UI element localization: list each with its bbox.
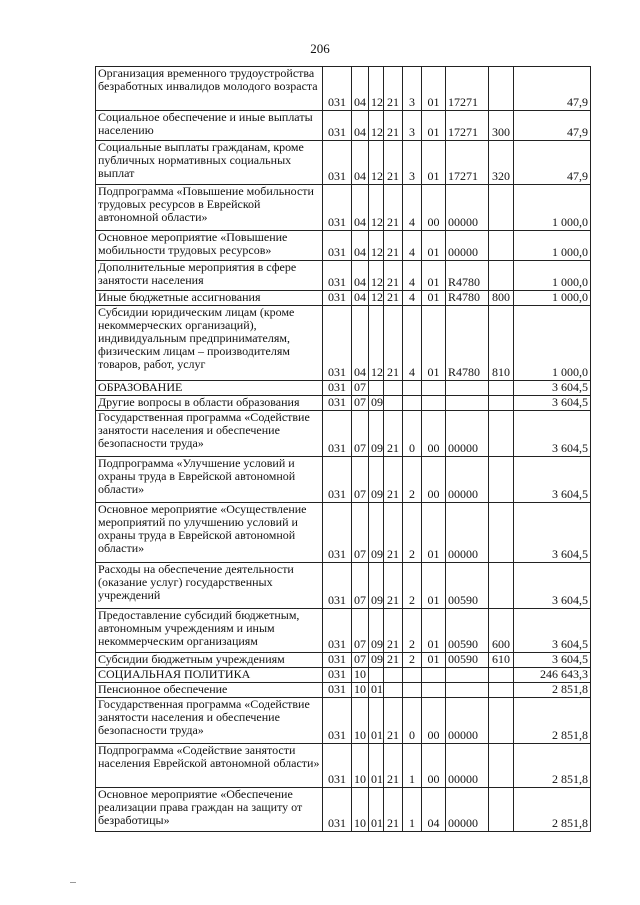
cell-event-code: 00 [422, 185, 446, 231]
cell-ministry-code: 031 [323, 683, 352, 698]
page-number: 206 [310, 41, 330, 56]
cell-ministry-code: 031 [323, 503, 352, 563]
cell-subsection-code: 12 [369, 231, 384, 261]
cell-amount: 3 604,5 [514, 457, 591, 503]
cell-program-code: 21 [384, 744, 403, 788]
cell-subprogram-code: 2 [403, 609, 422, 653]
cell-subsection-code: 09 [369, 411, 384, 457]
cell-event-code: 01 [422, 653, 446, 668]
table-row [96, 609, 591, 653]
cell-amount: 47,9 [514, 141, 591, 185]
cell-ministry-code: 031 [323, 788, 352, 832]
cell-amount: 3 604,5 [514, 503, 591, 563]
cell-subprogram-code [403, 396, 422, 411]
cell-amount: 2 851,8 [514, 683, 591, 698]
cell-event-code [422, 683, 446, 698]
table-row [96, 411, 591, 457]
cell-section-code: 04 [352, 111, 369, 141]
cell-program-code: 21 [384, 411, 403, 457]
cell-program-code [384, 668, 403, 683]
cell-subsection-code: 01 [369, 698, 384, 744]
cell-name: Дополнительные мероприятия в сфере занятости населения [96, 261, 323, 291]
table-body [96, 67, 591, 832]
cell-subprogram-code: 4 [403, 231, 422, 261]
cell-section-code: 07 [352, 503, 369, 563]
cell-name: Иные бюджетные ассигнования [96, 291, 323, 306]
cell-expense-type-code [489, 261, 514, 291]
cell-ministry-code: 031 [323, 698, 352, 744]
cell-subprogram-code [403, 668, 422, 683]
cell-direction-code: 17271 [446, 67, 489, 111]
cell-amount: 3 604,5 [514, 653, 591, 668]
cell-section-code: 07 [352, 609, 369, 653]
cell-direction-code: 00000 [446, 788, 489, 832]
cell-direction-code: 00590 [446, 609, 489, 653]
cell-program-code: 21 [384, 111, 403, 141]
cell-amount: 47,9 [514, 111, 591, 141]
cell-expense-type-code [489, 503, 514, 563]
cell-name: Основное мероприятие «Повышение мобильности трудовых ресурсов» [96, 231, 323, 261]
cell-section-code: 10 [352, 744, 369, 788]
cell-section-code: 04 [352, 141, 369, 185]
cell-name: Субсидии бюджетным учреждениям [96, 653, 323, 668]
cell-program-code: 21 [384, 698, 403, 744]
cell-expense-type-code [489, 668, 514, 683]
cell-amount: 1 000,0 [514, 261, 591, 291]
cell-subprogram-code: 4 [403, 261, 422, 291]
cell-ministry-code: 031 [323, 231, 352, 261]
cell-section-code: 10 [352, 668, 369, 683]
table-row [96, 291, 591, 306]
cell-name: Организация временного трудоустройства безработных инвалидов молодого возраста [96, 67, 323, 111]
cell-direction-code: 00000 [446, 744, 489, 788]
cell-subprogram-code: 2 [403, 503, 422, 563]
cell-event-code: 01 [422, 67, 446, 111]
cell-direction-code: 00590 [446, 653, 489, 668]
cell-subprogram-code [403, 381, 422, 396]
table-row [96, 261, 591, 291]
table-row [96, 457, 591, 503]
cell-name: Субсидии юридическим лицам (кроме некоммерческих организаций), индивидуальным предпринимателям, физическим лицам – производителям товаров, работ, услуг [96, 306, 323, 381]
cell-ministry-code: 031 [323, 291, 352, 306]
cell-program-code: 21 [384, 563, 403, 609]
cell-ministry-code: 031 [323, 668, 352, 683]
table-row [96, 788, 591, 832]
cell-section-code: 10 [352, 683, 369, 698]
table-row [96, 67, 591, 111]
cell-name: Социальное обеспечение и иные выплаты населению [96, 111, 323, 141]
cell-amount: 3 604,5 [514, 563, 591, 609]
cell-event-code: 01 [422, 261, 446, 291]
cell-amount: 246 643,3 [514, 668, 591, 683]
cell-amount: 2 851,8 [514, 698, 591, 744]
cell-program-code: 21 [384, 457, 403, 503]
cell-subsection-code: 12 [369, 291, 384, 306]
cell-subprogram-code: 1 [403, 744, 422, 788]
cell-program-code: 21 [384, 185, 403, 231]
cell-subsection-code: 01 [369, 683, 384, 698]
cell-subsection-code: 12 [369, 185, 384, 231]
cell-amount: 2 851,8 [514, 788, 591, 832]
cell-amount: 1 000,0 [514, 306, 591, 381]
cell-name: Государственная программа «Содействие занятости населения и обеспечение безопасности труда» [96, 411, 323, 457]
cell-amount: 1 000,0 [514, 231, 591, 261]
cell-direction-code [446, 683, 489, 698]
cell-subprogram-code: 4 [403, 306, 422, 381]
cell-expense-type-code [489, 381, 514, 396]
cell-expense-type-code: 600 [489, 609, 514, 653]
cell-direction-code: 00590 [446, 563, 489, 609]
cell-expense-type-code [489, 67, 514, 111]
table-row [96, 653, 591, 668]
cell-program-code [384, 381, 403, 396]
cell-section-code: 07 [352, 563, 369, 609]
cell-expense-type-code: 300 [489, 111, 514, 141]
cell-section-code: 07 [352, 457, 369, 503]
cell-direction-code: 00000 [446, 411, 489, 457]
cell-event-code: 01 [422, 291, 446, 306]
cell-ministry-code: 031 [323, 111, 352, 141]
cell-event-code: 01 [422, 563, 446, 609]
cell-expense-type-code [489, 563, 514, 609]
cell-subsection-code: 09 [369, 653, 384, 668]
table-row [96, 111, 591, 141]
cell-subprogram-code: 2 [403, 457, 422, 503]
cell-name: Основное мероприятие «Осуществление мероприятий по улучшению условий и охраны труда в Еврейской автономной области» [96, 503, 323, 563]
cell-section-code: 04 [352, 306, 369, 381]
cell-ministry-code: 031 [323, 744, 352, 788]
cell-ministry-code: 031 [323, 609, 352, 653]
cell-direction-code: 17271 [446, 141, 489, 185]
cell-direction-code [446, 396, 489, 411]
cell-direction-code: 17271 [446, 111, 489, 141]
cell-event-code: 04 [422, 788, 446, 832]
cell-program-code: 21 [384, 306, 403, 381]
cell-section-code: 04 [352, 231, 369, 261]
cell-subprogram-code [403, 683, 422, 698]
table-row [96, 744, 591, 788]
cell-event-code [422, 396, 446, 411]
cell-amount: 3 604,5 [514, 411, 591, 457]
cell-direction-code [446, 668, 489, 683]
cell-subsection-code: 12 [369, 141, 384, 185]
cell-event-code: 01 [422, 111, 446, 141]
cell-expense-type-code [489, 231, 514, 261]
cell-expense-type-code [489, 683, 514, 698]
cell-section-code: 04 [352, 185, 369, 231]
cell-expense-type-code [489, 788, 514, 832]
cell-subprogram-code: 2 [403, 563, 422, 609]
table-row [96, 563, 591, 609]
cell-ministry-code: 031 [323, 185, 352, 231]
cell-event-code [422, 381, 446, 396]
cell-program-code: 21 [384, 788, 403, 832]
cell-amount: 3 604,5 [514, 396, 591, 411]
cell-direction-code: R4780 [446, 291, 489, 306]
cell-section-code: 07 [352, 381, 369, 396]
cell-amount: 2 851,8 [514, 744, 591, 788]
cell-direction-code: 00000 [446, 457, 489, 503]
cell-section-code: 07 [352, 411, 369, 457]
cell-name: Другие вопросы в области образования [96, 396, 323, 411]
cell-direction-code [446, 381, 489, 396]
cell-ministry-code: 031 [323, 396, 352, 411]
cell-direction-code: 00000 [446, 698, 489, 744]
cell-ministry-code: 031 [323, 411, 352, 457]
cell-event-code: 00 [422, 411, 446, 457]
cell-name: Пенсионное обеспечение [96, 683, 323, 698]
cell-event-code: 00 [422, 698, 446, 744]
cell-name: Расходы на обеспечение деятельности (оказание услуг) государственных учреждений [96, 563, 323, 609]
cell-expense-type-code [489, 396, 514, 411]
cell-subsection-code: 01 [369, 788, 384, 832]
cell-program-code [384, 396, 403, 411]
cell-subsection-code: 09 [369, 563, 384, 609]
cell-name: ОБРАЗОВАНИЕ [96, 381, 323, 396]
cell-subprogram-code: 2 [403, 653, 422, 668]
cell-ministry-code: 031 [323, 381, 352, 396]
cell-subsection-code: 09 [369, 457, 384, 503]
cell-subprogram-code: 4 [403, 291, 422, 306]
cell-direction-code: R4780 [446, 306, 489, 381]
cell-event-code: 01 [422, 231, 446, 261]
cell-direction-code: R4780 [446, 261, 489, 291]
footer-mark [70, 882, 76, 883]
table-row [96, 306, 591, 381]
table-row [96, 503, 591, 563]
cell-subprogram-code: 1 [403, 788, 422, 832]
cell-subsection-code: 12 [369, 67, 384, 111]
cell-ministry-code: 031 [323, 457, 352, 503]
cell-event-code: 01 [422, 609, 446, 653]
cell-name: Основное мероприятие «Обеспечение реализации права граждан на защиту от безработицы» [96, 788, 323, 832]
cell-name: Подпрограмма «Повышение мобильности трудовых ресурсов в Еврейской автономной области» [96, 185, 323, 231]
cell-section-code: 10 [352, 698, 369, 744]
cell-expense-type-code: 320 [489, 141, 514, 185]
budget-table [95, 66, 591, 832]
cell-amount: 1 000,0 [514, 291, 591, 306]
cell-amount: 3 604,5 [514, 609, 591, 653]
cell-ministry-code: 031 [323, 563, 352, 609]
cell-ministry-code: 031 [323, 141, 352, 185]
cell-event-code: 00 [422, 457, 446, 503]
cell-section-code: 04 [352, 261, 369, 291]
table-row [96, 668, 591, 683]
cell-subprogram-code: 3 [403, 111, 422, 141]
cell-subprogram-code: 3 [403, 67, 422, 111]
cell-subsection-code: 12 [369, 111, 384, 141]
cell-event-code: 01 [422, 141, 446, 185]
table-row [96, 141, 591, 185]
cell-subsection-code: 09 [369, 396, 384, 411]
cell-name: Государственная программа «Содействие занятости населения и обеспечение безопасности труда» [96, 698, 323, 744]
cell-program-code: 21 [384, 609, 403, 653]
cell-subprogram-code: 0 [403, 411, 422, 457]
cell-direction-code: 00000 [446, 503, 489, 563]
cell-direction-code: 00000 [446, 231, 489, 261]
cell-direction-code: 00000 [446, 185, 489, 231]
cell-section-code: 10 [352, 788, 369, 832]
cell-ministry-code: 031 [323, 261, 352, 291]
cell-program-code: 21 [384, 261, 403, 291]
cell-subprogram-code: 3 [403, 141, 422, 185]
cell-event-code: 01 [422, 306, 446, 381]
cell-subsection-code: 12 [369, 306, 384, 381]
cell-section-code: 04 [352, 67, 369, 111]
table-row [96, 381, 591, 396]
cell-amount: 47,9 [514, 67, 591, 111]
cell-subsection-code [369, 668, 384, 683]
cell-ministry-code: 031 [323, 67, 352, 111]
cell-expense-type-code [489, 698, 514, 744]
cell-ministry-code: 031 [323, 653, 352, 668]
cell-program-code: 21 [384, 653, 403, 668]
cell-section-code: 07 [352, 396, 369, 411]
table-row [96, 231, 591, 261]
cell-subsection-code [369, 381, 384, 396]
cell-subsection-code: 01 [369, 744, 384, 788]
cell-program-code: 21 [384, 67, 403, 111]
table-row [96, 698, 591, 744]
cell-subprogram-code: 0 [403, 698, 422, 744]
cell-program-code: 21 [384, 503, 403, 563]
cell-section-code: 07 [352, 653, 369, 668]
cell-name: СОЦИАЛЬНАЯ ПОЛИТИКА [96, 668, 323, 683]
cell-ministry-code: 031 [323, 306, 352, 381]
cell-amount: 3 604,5 [514, 381, 591, 396]
cell-subsection-code: 09 [369, 609, 384, 653]
cell-section-code: 04 [352, 291, 369, 306]
cell-name: Социальные выплаты гражданам, кроме публичных нормативных социальных выплат [96, 141, 323, 185]
table-row [96, 396, 591, 411]
cell-expense-type-code: 610 [489, 653, 514, 668]
cell-expense-type-code [489, 185, 514, 231]
cell-expense-type-code: 800 [489, 291, 514, 306]
cell-name: Предоставление субсидий бюджетным, автономным учреждениям и иным некоммерческим организациям [96, 609, 323, 653]
cell-program-code [384, 683, 403, 698]
cell-event-code [422, 668, 446, 683]
cell-program-code: 21 [384, 291, 403, 306]
cell-event-code: 00 [422, 744, 446, 788]
cell-expense-type-code [489, 457, 514, 503]
cell-name: Подпрограмма «Улучшение условий и охраны труда в Еврейской автономной области» [96, 457, 323, 503]
cell-subsection-code: 12 [369, 261, 384, 291]
cell-event-code: 01 [422, 503, 446, 563]
cell-program-code: 21 [384, 141, 403, 185]
table-row [96, 683, 591, 698]
cell-program-code: 21 [384, 231, 403, 261]
cell-subprogram-code: 4 [403, 185, 422, 231]
cell-name: Подпрограмма «Содействие занятости населения Еврейской автономной области» [96, 744, 323, 788]
cell-subsection-code: 09 [369, 503, 384, 563]
cell-expense-type-code [489, 744, 514, 788]
table-row [96, 185, 591, 231]
cell-expense-type-code [489, 411, 514, 457]
cell-amount: 1 000,0 [514, 185, 591, 231]
cell-expense-type-code: 810 [489, 306, 514, 381]
